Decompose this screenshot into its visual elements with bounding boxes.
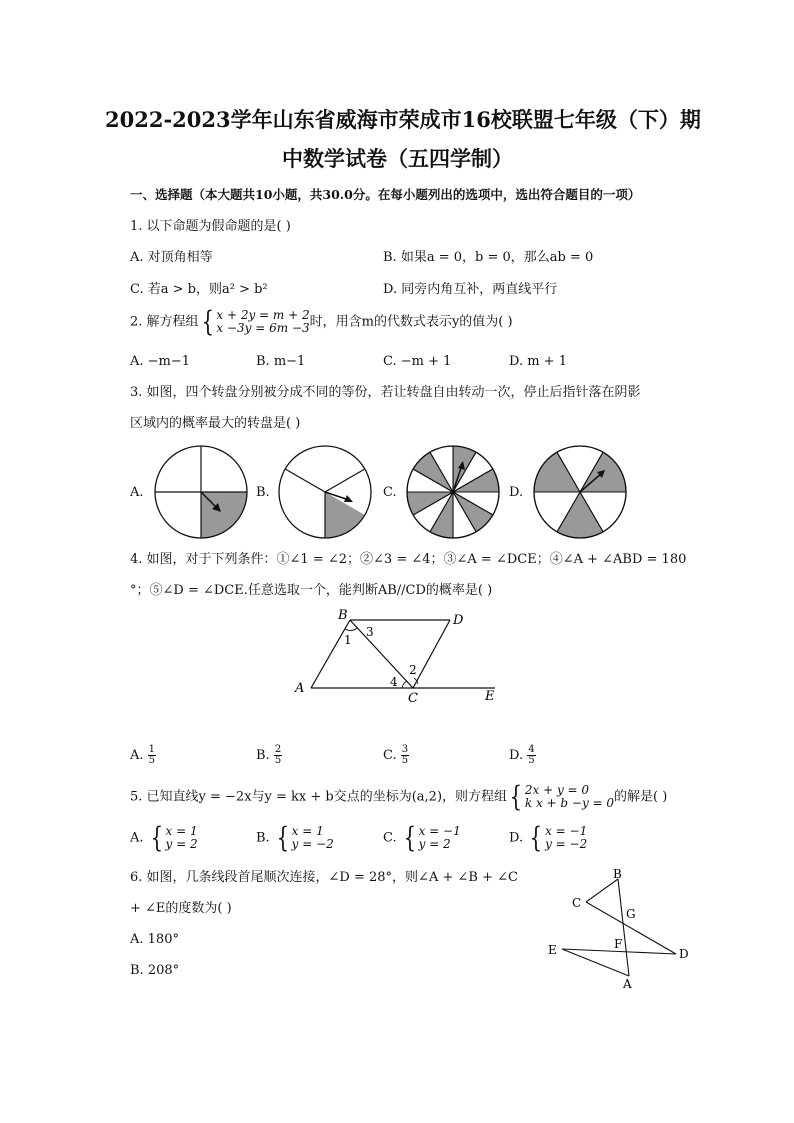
q4-option-c: C. $\frac{3}{5}$ (383, 744, 409, 766)
spinner-b (276, 443, 374, 541)
q5-system (525, 784, 614, 810)
q6-segments-figure (540, 866, 700, 991)
q6-stem-line1: 6. 如图，几条线段首尾顺次连接，∠D = 28°，则∠A + ∠B + ∠C (130, 870, 518, 885)
q6-label-b: B (613, 867, 622, 881)
q1-option-c: C. 若a > b，则a² > b² (130, 282, 268, 297)
q5-option-b: B. { x = 1 y = −2 (256, 821, 334, 854)
q6-label-g: G (626, 907, 636, 921)
q2-option-a: A. −m−1 (130, 354, 191, 369)
q2-stem-prefix: 2. 解方程组 (130, 314, 199, 330)
q5-stem-prefix: 5. 已知直线y = −2x与y = kx + b交点的坐标为(a,2)，则方程组 (130, 789, 508, 805)
spinner-c (404, 443, 502, 541)
spinner-a (152, 443, 250, 541)
q4-label-2: 2 (409, 663, 417, 677)
q4-label-4: 4 (390, 675, 398, 689)
q5-option-a: A. { x = 1 y = 2 (130, 821, 198, 854)
q2-stem-suffix: 时，用含m的代数式表示y的值为( ) (309, 314, 513, 330)
q3-option-c-label: C. (383, 485, 397, 500)
q3-stem-line2: 区域内的概率最大的转盘是( ) (130, 416, 301, 431)
q4-stem-line2: °；⑤∠D = ∠DCE.任意选取一个，能判断AB//CD的概率是( ) (130, 583, 493, 598)
q5-stem (130, 780, 668, 813)
q1-option-a: A. 对顶角相等 (130, 250, 213, 265)
q5-eq2: k x + b −y = 0 (524, 796, 615, 810)
q4-label-1: 1 (344, 633, 352, 647)
q2-option-b: B. m−1 (256, 354, 306, 369)
q1-stem: 1. 以下命题为假命题的是( ) (130, 219, 291, 234)
q3-option-a-label: A. (130, 485, 144, 500)
page-title-line2: 中数学试卷（五四学制） (282, 146, 513, 171)
q4-option-d: D. $\frac{4}{5}$ (509, 744, 535, 766)
q2-eq1: x + 2y = m + 2 (216, 308, 310, 322)
q4-parallelogram-figure (290, 606, 510, 706)
q4-label-d: D (453, 613, 464, 628)
q5-option-d: D. { x = −1 y = −2 (509, 821, 588, 854)
q6-label-e: E (548, 943, 557, 957)
q3-stem-line1: 3. 如图，四个转盘分别被分成不同的等份，若让转盘自由转动一次，停止后指针落在阴影 (130, 385, 641, 400)
q2-option-c: C. −m + 1 (383, 354, 452, 369)
q4-option-a: A. $\frac{1}{5}$ (130, 744, 156, 766)
q2-brace: { (201, 305, 214, 338)
q6-option-a: A. 180° (130, 932, 179, 947)
q4-label-e: E (485, 689, 495, 704)
q6-stem-line2: + ∠E的度数为( ) (130, 901, 232, 916)
q4-label-c: C (408, 691, 418, 706)
section-header: 一、选择题（本大题共10小题，共30.0分。在每小题列出的选项中，选出符合题目的一项） (130, 187, 641, 202)
q2-stem (130, 305, 513, 338)
page-title-line1: 2022-2023学年山东省威海市荣成市16校联盟七年级（下）期 (105, 107, 701, 132)
q4-label-b: B (338, 608, 348, 623)
q3-option-d-label: D. (509, 485, 524, 500)
q4-stem-line1: 4. 如图，对于下列条件：①∠1 = ∠2；②∠3 = ∠4；③∠A = ∠DCE；④∠A + ∠ABD = 180 (130, 552, 687, 567)
q6-label-a: A (623, 977, 632, 991)
q6-option-b: B. 208° (130, 963, 180, 978)
q4-label-a: A (295, 681, 305, 696)
q1-option-d: D. 同旁内角互补，两直线平行 (383, 282, 558, 297)
q5-eq1: 2x + y = 0 (524, 783, 590, 797)
q2-system (216, 309, 309, 335)
q5-brace: { (509, 780, 523, 813)
q6-label-c: C (572, 896, 582, 910)
q1-option-b: B. 如果a = 0，b = 0，那么ab = 0 (383, 250, 594, 265)
q5-stem-suffix: 的解是( ) (614, 789, 668, 805)
q3-option-b-label: B. (256, 485, 270, 500)
q6-label-f: F (614, 937, 623, 951)
q2-eq2: x −3y = 6m −3 (216, 321, 310, 335)
q2-option-d: D. m + 1 (509, 354, 567, 369)
q4-label-3: 3 (366, 625, 374, 639)
q6-label-d: D (679, 947, 689, 961)
spinner-d (531, 443, 629, 541)
q4-option-b: B. $\frac{2}{5}$ (256, 744, 282, 766)
q5-option-c: C. { x = −1 y = 2 (383, 821, 461, 854)
